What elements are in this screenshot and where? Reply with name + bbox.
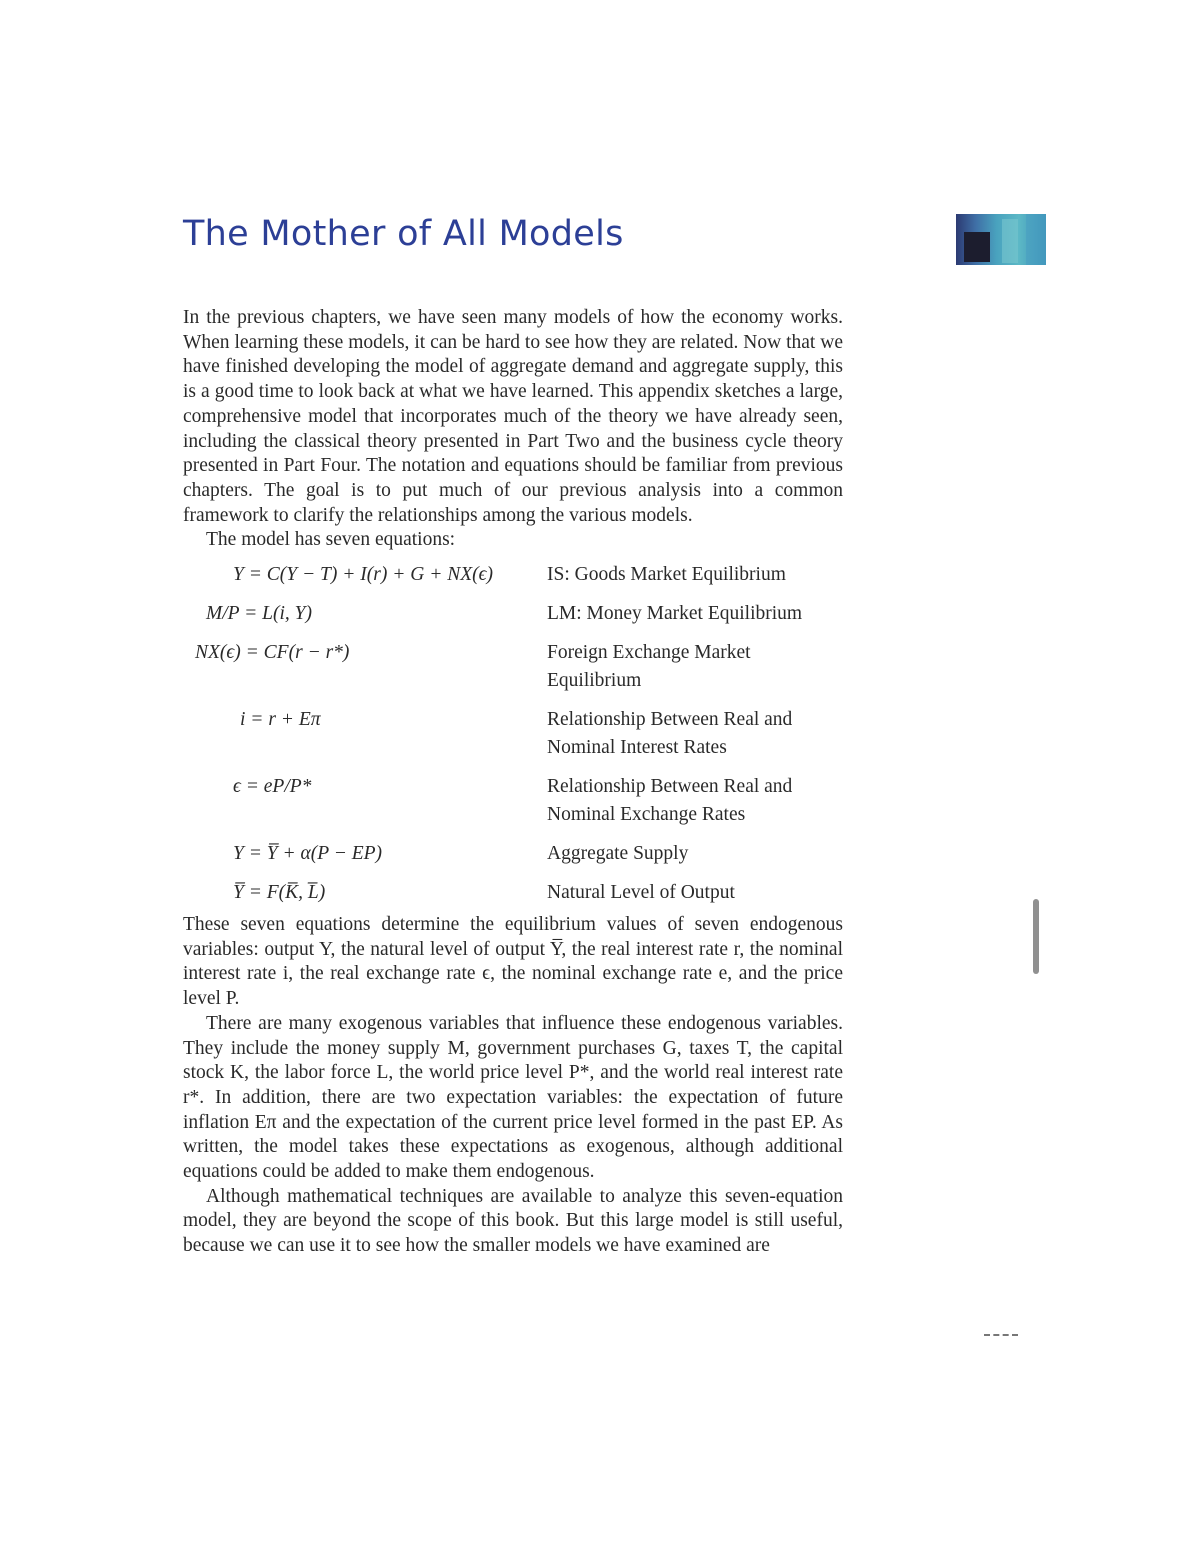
- equation-label: Aggregate Supply: [547, 843, 689, 865]
- equation-label: IS: Goods Market Equilibrium: [547, 564, 786, 586]
- equation: Y = Y̅ + α(P − EP): [233, 843, 383, 865]
- page-number-mark: [984, 1334, 1018, 1338]
- equation-list: [183, 561, 843, 907]
- equation-label: Relationship Between Real and Nominal Interest Rates: [547, 709, 793, 759]
- equation-row: [183, 600, 843, 628]
- equation-label: Foreign Exchange Market Equilibrium: [547, 642, 751, 692]
- equation: ϵ = eP/P*: [233, 776, 312, 798]
- body-text: [183, 306, 843, 1259]
- paragraph-endogenous: These seven equations determine the equilibrium values of seven endogenous variables: output Y, the natural level of output Y̅, the real interest rate r, the nominal interest rate i, the real exchange rate ϵ, the nominal exchange rate e, and the price level P.: [183, 914, 843, 1010]
- equation-label: Relationship Between Real and Nominal Exchange Rates: [547, 776, 793, 826]
- scrollbar-thumb[interactable]: [1033, 899, 1039, 974]
- equation: M/P = L(i, Y): [206, 603, 312, 625]
- equation-row: [183, 773, 843, 829]
- page-title: The Mother of All Models: [183, 214, 624, 254]
- equation: Y̅ = F(K̅, L̅): [233, 882, 326, 904]
- equation: NX(ϵ) = CF(r − r*): [195, 642, 350, 664]
- paragraph-exogenous: There are many exogenous variables that influence these endogenous variables. They include the money supply M, government purchases G, taxes T, the capital stock K, the labor force L, the world price level P*, and the world real interest rate r*. In addition, there are two expectation variables: the expectation of future inflation Eπ and the expectation of the current price level formed in the past EP. As written, the model takes these expectations as exogenous, although additional equations could be added to make them endogenous.: [183, 1012, 843, 1183]
- equation-label: Natural Level of Output: [547, 882, 735, 904]
- paragraph-techniques: Although mathematical techniques are available to analyze this seven-equation model, they are beyond the scope of this book. But this large model is still useful, because we can use it to see how the smaller models we have examined are: [183, 1185, 843, 1257]
- paragraph-seven-equations: The model has seven equations:: [206, 529, 456, 551]
- equation-label: LM: Money Market Equilibrium: [547, 603, 803, 625]
- equation: i = r + Eπ: [240, 709, 321, 731]
- equation-row: [183, 639, 843, 695]
- equation-row: [183, 879, 843, 907]
- equation-row: [183, 706, 843, 762]
- paragraph-intro: In the previous chapters, we have seen many models of how the economy works. When learning these models, it can be hard to see how they are related. Now that we have finished developing the model of aggregate demand and aggregate supply, this is a good time to look back at what we have learned. This appendix sketches a large, comprehensive model that incorporates much of the theory we have already seen, including the classical theory presented in Part Two and the business cycle theory presented in Part Four. The notation and equations should be familiar from previous chapters. The goal is to put much of our previous analysis into a common framework to clarify the relationships among the various models.: [183, 307, 843, 526]
- equation-row: [183, 840, 843, 868]
- chapter-logo-image: [956, 214, 1046, 265]
- equation: Y = C(Y − T) + I(r) + G + NX(ϵ): [233, 564, 493, 586]
- equation-row: [183, 561, 843, 589]
